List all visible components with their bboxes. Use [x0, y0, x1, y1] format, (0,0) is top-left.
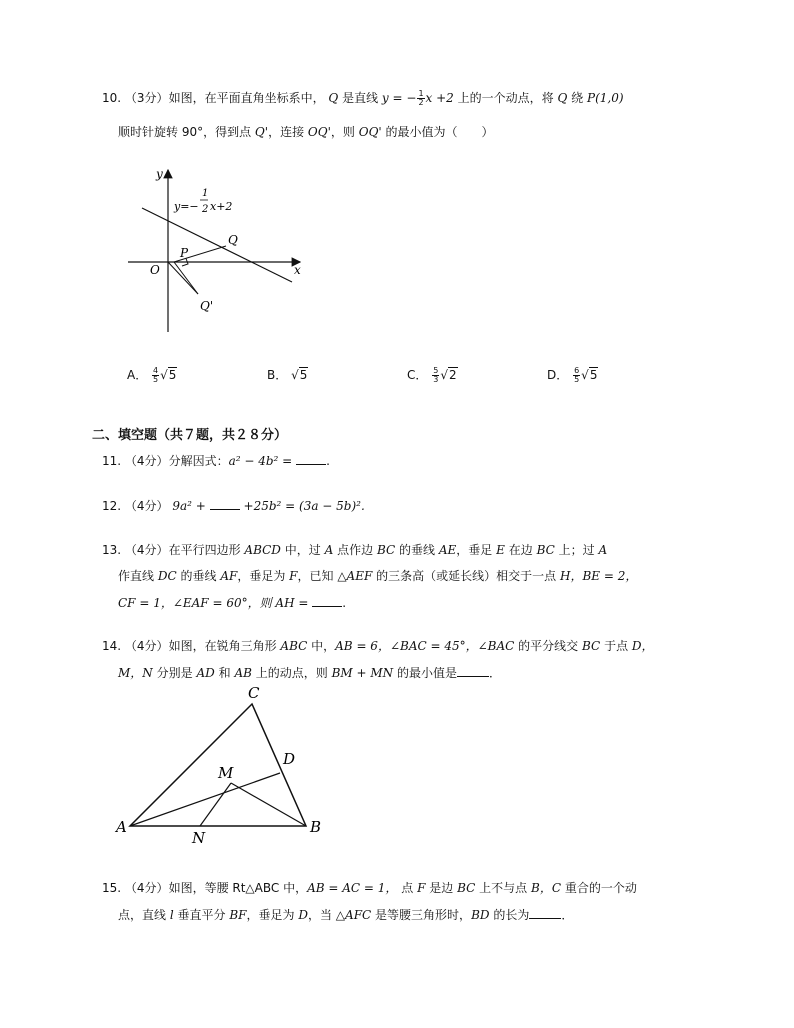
q14-var: AB	[234, 666, 252, 680]
label-p: P	[180, 246, 189, 260]
q10-point-p: P(1,0)	[587, 91, 624, 105]
q10-score: （3分）	[124, 91, 169, 105]
q13-var: F	[289, 569, 298, 583]
q13-var: ，BE = 2，	[570, 569, 638, 583]
q13-text: 的三条高（或延长线）相交于一点	[376, 569, 557, 583]
q10-fraction: $\frac{1}{2}$	[418, 89, 424, 107]
q14-var: BM + MN	[331, 666, 394, 680]
q14-var: ABC	[280, 639, 308, 653]
q13-period: .	[342, 596, 347, 610]
q15-text: 如图，等腰 Rt△ABC 中，	[168, 881, 308, 895]
q10-option-c[interactable]	[407, 366, 458, 384]
q13-text: 作直线	[118, 569, 155, 583]
option-fraction: $\frac{4}{5}$	[153, 366, 159, 384]
q14-line1	[102, 638, 654, 654]
q13-var: E	[496, 543, 505, 557]
q10-text: 绕	[571, 91, 584, 105]
q12-number: 12.	[102, 499, 122, 513]
q14-text: 上的动点，则	[255, 666, 328, 680]
q10-text: 如图，在平面直角坐标系中，	[168, 91, 325, 105]
q13-var: BC	[536, 543, 555, 557]
option-label: A．	[127, 368, 148, 382]
q10-text: ，连接	[268, 125, 305, 139]
q14-text: 的平分线交	[518, 639, 579, 653]
q10-text: 上的一个动点，将	[457, 91, 554, 105]
option-fraction: $\frac{6}{5}$	[574, 366, 580, 384]
label-d: D	[283, 750, 296, 768]
section-title: 二、填空题（共７题，共２８分）	[92, 428, 288, 443]
q10-option-a[interactable]	[127, 366, 177, 384]
label-c: C	[248, 684, 260, 702]
q15-number: 15.	[102, 881, 122, 895]
q15-var: F	[417, 881, 426, 895]
q14-triangle-figure	[112, 680, 332, 850]
label-eq-den: 2	[202, 204, 209, 215]
q13-line3	[118, 594, 346, 611]
q13-line1	[102, 542, 607, 558]
option-label: B．	[267, 368, 288, 382]
label-eq-right: x+2	[210, 200, 233, 213]
q14-text: 于点	[604, 639, 629, 653]
label-o: O	[150, 263, 160, 277]
q10-var-qp: Q'	[254, 125, 269, 139]
q10-text: ，则	[330, 125, 355, 139]
label-eq-num: 1	[202, 188, 209, 199]
q15-text: 重合的一个动	[564, 881, 637, 895]
q13-var: A	[598, 543, 608, 557]
q10-var-q: Q	[328, 91, 339, 105]
q10-coordinate-figure	[120, 160, 310, 340]
q10-line-equation-x: x +2	[425, 91, 454, 105]
q12	[102, 497, 365, 514]
q15-line2	[118, 906, 573, 923]
q13-var: BC	[376, 543, 396, 557]
q12-expr-b: +25b² = (3a − 5b)².	[243, 499, 365, 513]
q14-number: 14.	[102, 639, 122, 653]
q13-text: 上；过	[558, 543, 595, 557]
q10-line2	[118, 124, 494, 140]
q13-number: 13.	[102, 543, 122, 557]
q14-line2	[118, 664, 501, 681]
label-y: y	[156, 167, 163, 181]
q13-text: 在边	[508, 543, 533, 557]
sqrt-icon: √5	[581, 368, 598, 382]
q14-text: 中，	[311, 639, 336, 653]
q13-text: ，垂足	[456, 543, 493, 557]
q13-text: 点作边	[337, 543, 374, 557]
q14-answer-blank[interactable]	[457, 664, 489, 677]
q15-var: B，C	[531, 881, 562, 895]
q13-text: 的垂线	[180, 569, 217, 583]
q15-text: 的长为	[493, 908, 530, 922]
q12-answer-blank[interactable]	[210, 497, 240, 510]
q13-var: A	[324, 543, 334, 557]
q11-score: （4分）	[124, 454, 169, 468]
q10-text: 是直线	[342, 91, 379, 105]
sqrt-icon: √5	[160, 368, 177, 382]
q10-var-oqp: OQ'	[307, 125, 331, 139]
q11-answer-blank[interactable]	[296, 452, 326, 465]
q15-answer-blank[interactable]	[529, 906, 561, 919]
q14-score: （4分）	[124, 639, 169, 653]
label-x: x	[294, 263, 301, 277]
q15-period: ．	[561, 908, 574, 922]
q13-text: 在平行四边形	[168, 543, 241, 557]
q15-text: 点	[401, 881, 414, 895]
q10-line1	[102, 90, 624, 107]
q13-text: ，垂足为	[237, 569, 286, 583]
q14-var: AD	[196, 666, 215, 680]
q14-var: D，	[631, 639, 654, 653]
q13-var: AH =	[275, 596, 309, 610]
q10-text: 的最小值为（ ）	[385, 125, 494, 139]
q10-var-q2: Q	[557, 91, 568, 105]
option-label: C．	[407, 368, 428, 382]
q13-var: AF	[220, 569, 238, 583]
q13-line2	[118, 568, 637, 584]
label-q: Q	[228, 233, 238, 247]
q13-var: AEF	[346, 569, 373, 583]
segment-oqp	[168, 262, 198, 294]
q15-var: BC	[457, 881, 476, 895]
segment-pqp	[174, 262, 198, 294]
segment-nm	[200, 783, 231, 826]
q11-number: 11.	[102, 454, 122, 468]
q15-text: 垂直平分	[177, 908, 226, 922]
q13-text: CF = 1，∠EAF = 60°，则	[118, 596, 272, 610]
label-b: B	[310, 818, 322, 836]
q15-text: 是等腰三角形时，	[375, 908, 472, 922]
q15-text: 是边	[429, 881, 454, 895]
q10-var-oqp2: OQ'	[358, 125, 382, 139]
q10-option-d[interactable]	[547, 366, 598, 384]
q13-var: ABCD	[244, 543, 281, 557]
q14-text: 如图，在锐角三角形	[168, 639, 277, 653]
q12-expr-a: 9a² +	[172, 499, 206, 513]
q14-var: M，N	[118, 666, 153, 680]
q11-expression: a² − 4b² =	[228, 454, 293, 468]
sqrt-icon: √5	[291, 368, 308, 382]
q15-var: BD	[471, 908, 490, 922]
q13-answer-blank[interactable]	[312, 594, 342, 607]
q15-var: AFC	[345, 908, 372, 922]
q13-text: 中，过	[284, 543, 321, 557]
label-a: A	[116, 818, 127, 836]
label-qp: Q'	[200, 299, 214, 313]
q15-var: l	[169, 908, 174, 922]
q15-var: D	[298, 908, 308, 922]
q13-text: ，已知 △	[297, 569, 347, 583]
q14-text: 分别是	[156, 666, 193, 680]
q15-var: AB = AC = 1，	[307, 881, 398, 895]
q11	[102, 452, 330, 469]
segment-mb	[231, 783, 306, 826]
option-fraction: $\frac{5}{3}$	[433, 366, 439, 384]
q14-text: 和	[218, 666, 231, 680]
q13-text: 的垂线	[399, 543, 436, 557]
q12-score: （4分）	[124, 499, 169, 513]
line-l	[142, 208, 292, 282]
q11-text: 分解因式：	[168, 454, 229, 468]
q13-score: （4分）	[124, 543, 169, 557]
q14-var: AB = 6，∠BAC = 45°，∠BAC	[335, 639, 515, 653]
sqrt-icon: √2	[440, 368, 457, 382]
label-m: M	[218, 764, 234, 782]
q10-number: 10.	[102, 91, 122, 105]
q10-option-b[interactable]	[267, 366, 308, 383]
q15-var: BF	[229, 908, 247, 922]
q15-text: ，垂足为	[246, 908, 295, 922]
q11-period: .	[326, 454, 330, 468]
q14-var: BC	[582, 639, 601, 653]
q10-line-equation: y = −	[381, 91, 417, 105]
q15-line1	[102, 880, 637, 896]
q13-var: DC	[157, 569, 177, 583]
q13-var: H	[559, 569, 571, 583]
q15-text: ，当 △	[307, 908, 346, 922]
q14-period: ．	[489, 666, 502, 680]
label-n: N	[192, 829, 206, 847]
q10-text: 顺时针旋转 90°，得到点	[118, 125, 252, 139]
option-label: D．	[547, 368, 569, 382]
label-eq-left: y=−	[174, 200, 199, 213]
q15-text: 上不与点	[479, 881, 528, 895]
q15-score: （4分）	[124, 881, 169, 895]
q15-text: 点，直线	[118, 908, 167, 922]
q14-text: 的最小值是	[397, 666, 458, 680]
q13-var: AE	[438, 543, 457, 557]
